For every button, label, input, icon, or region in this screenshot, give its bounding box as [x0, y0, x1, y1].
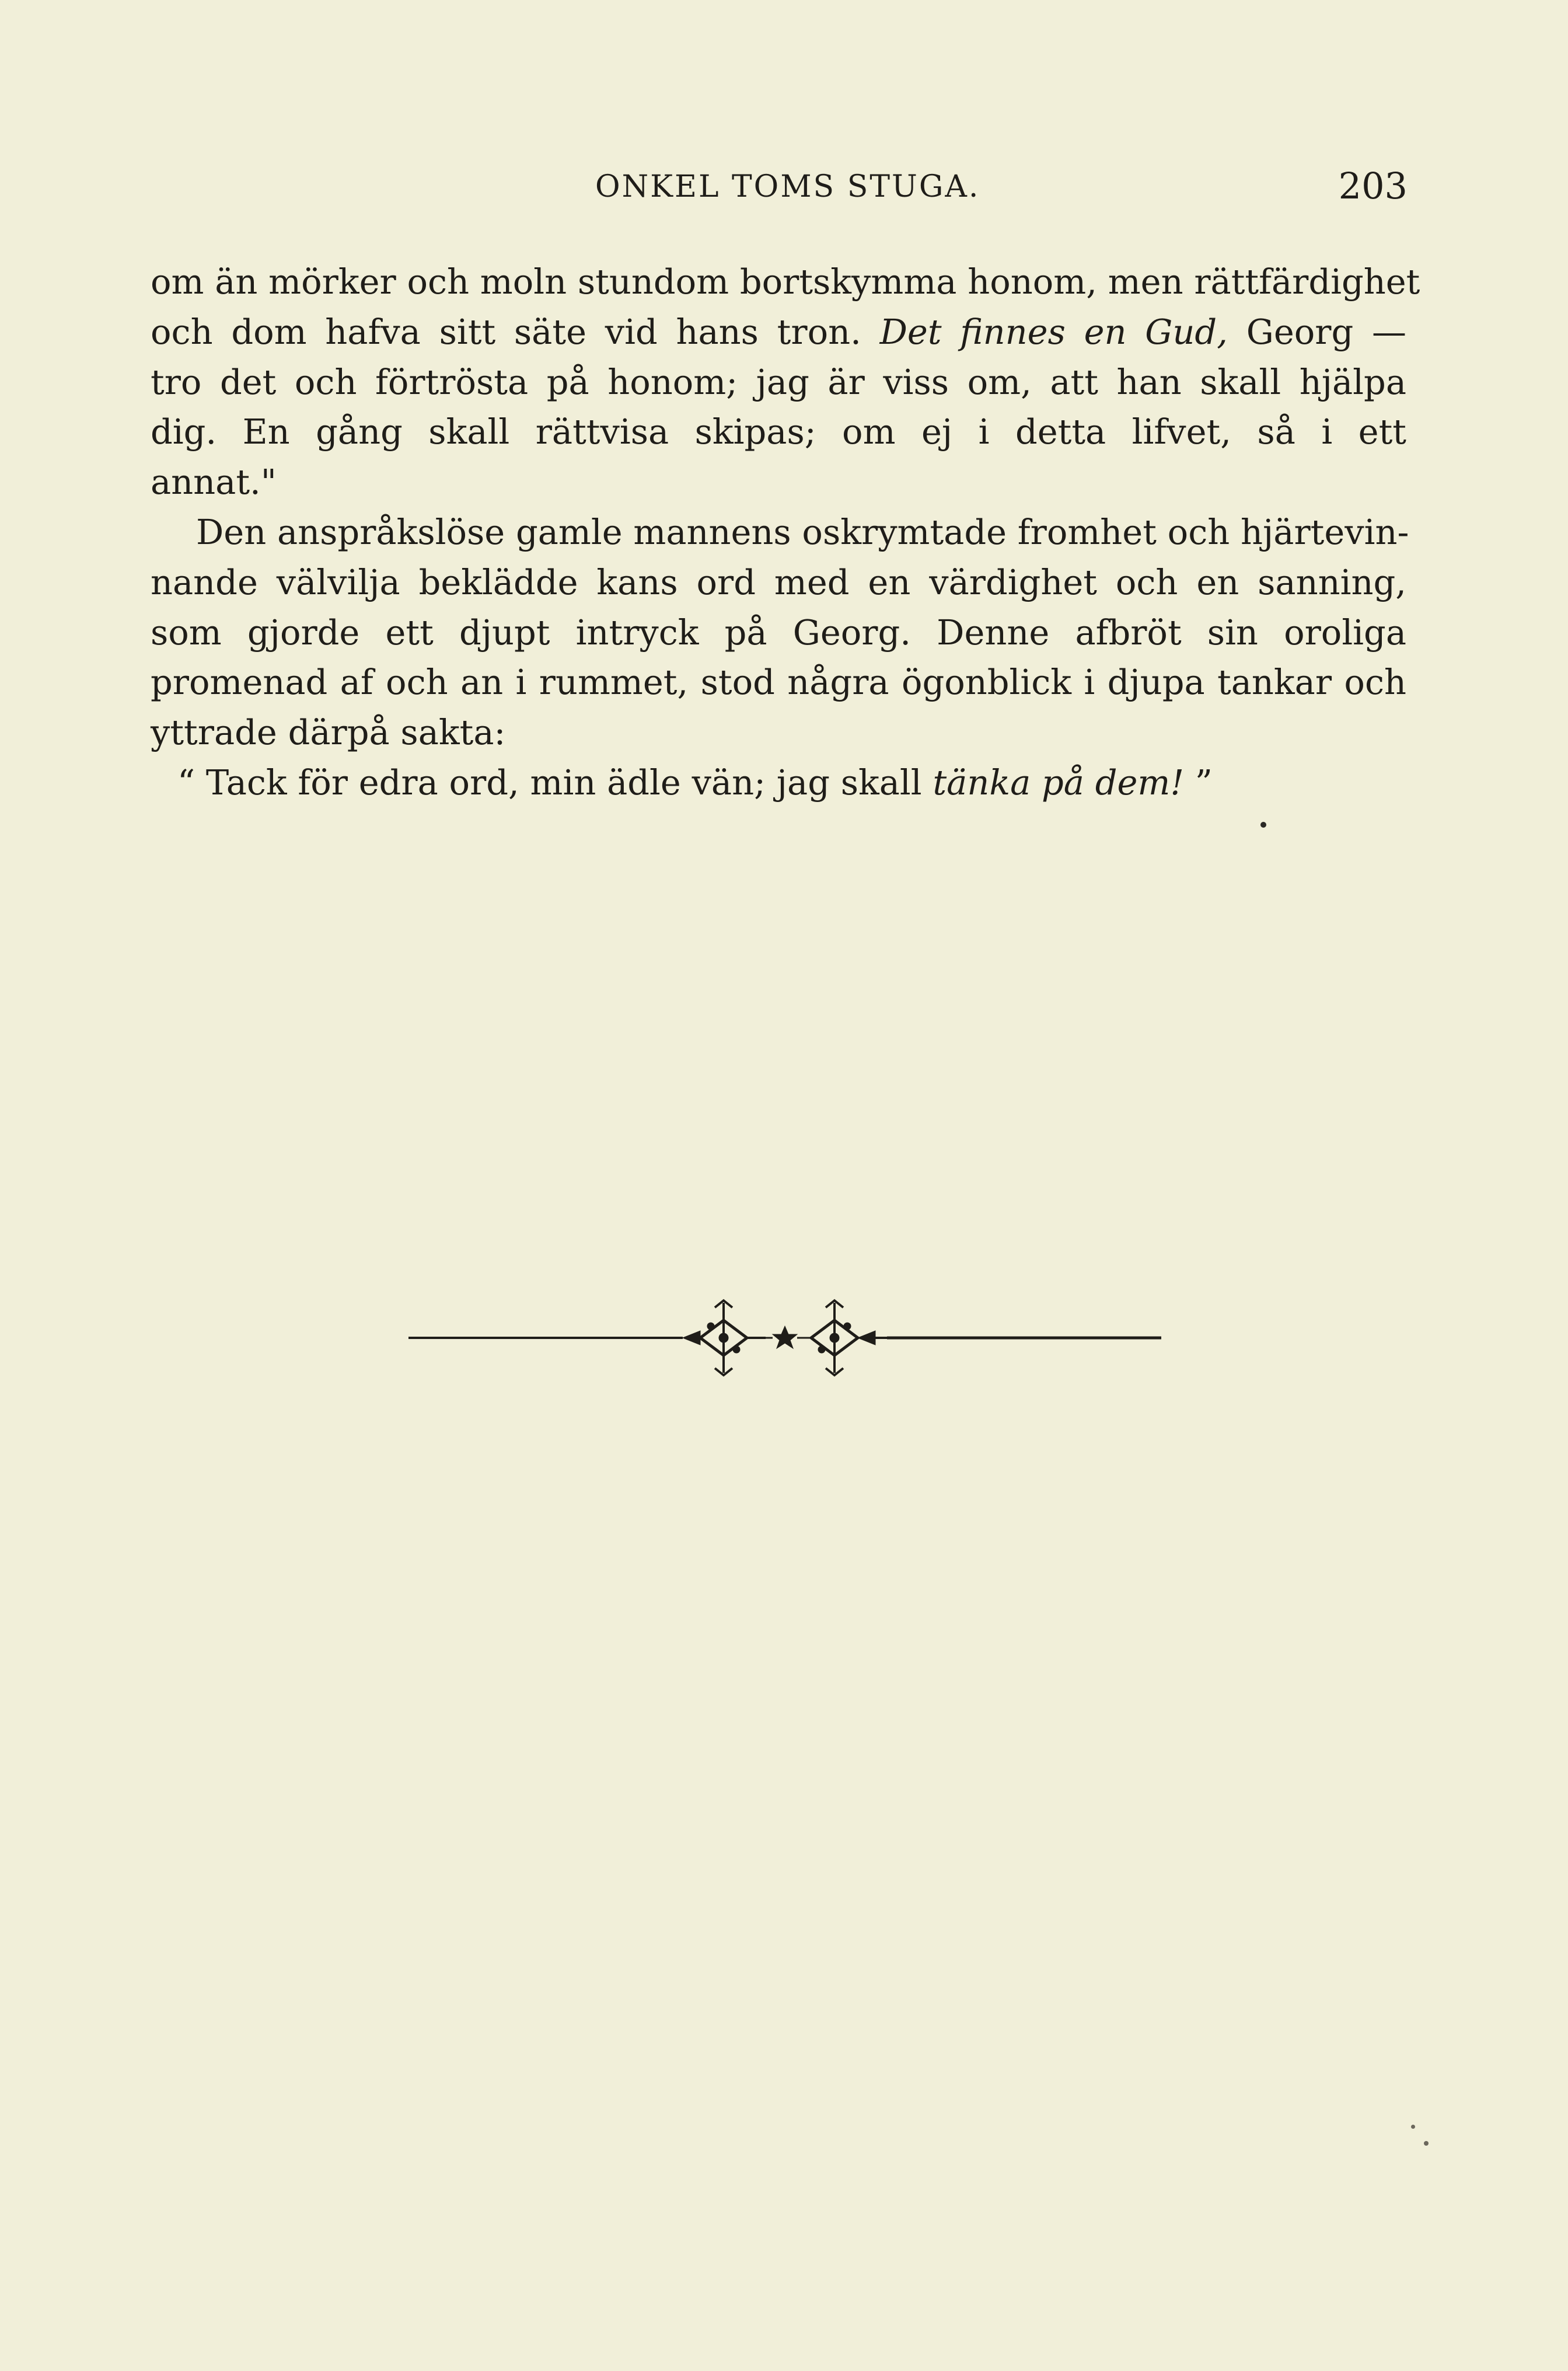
text-line: som gjorde ett djupt intryck på Georg. Denne afbröt sin oroliga: [151, 612, 1406, 653]
italic-phrase: tänka på dem!: [933, 762, 1185, 803]
ink-speck: [1424, 2141, 1429, 2146]
ink-speck: [1411, 2125, 1415, 2129]
text-line: dig. En gång skall rättvisa skipas; om ej i detta lifvet, så i ett: [151, 412, 1406, 452]
running-title: ONKEL TOMS STUGA.: [595, 169, 980, 204]
text-line: yttrade därpå sakta:: [151, 712, 506, 753]
italic-phrase: Det finnes en Gud,: [879, 311, 1228, 352]
text-line: “ Tack för edra ord, min ädle vän; jag skall tänka på dem! ”: [177, 762, 1213, 803]
text-line: nande välvilja beklädde kans ord med en värdighet och en sanning,: [151, 562, 1406, 602]
ink-speck: [1260, 822, 1266, 828]
text-line: Den anspråkslöse gamle mannens oskrymtade fromhet och hjärtevin-: [196, 511, 1409, 552]
page-number: 203: [1338, 165, 1408, 207]
text-line: om än mörker och moln stundom bortskymma honom, men rättfärdighet: [151, 261, 1420, 302]
text-line: promenad af och an i rummet, stod några ögonblick i djupa tankar och: [151, 662, 1406, 703]
text-line: annat.": [151, 462, 277, 503]
text-line: tro det och förtrösta på honom; jag är viss om, att han skall hjälpa: [151, 361, 1406, 402]
body-text: [151, 257, 1420, 808]
decorative-ornament-rule: [408, 1290, 1161, 1378]
text-line: och dom hafva sitt säte vid hans tron. Det finnes en Gud, Georg —: [151, 311, 1406, 352]
